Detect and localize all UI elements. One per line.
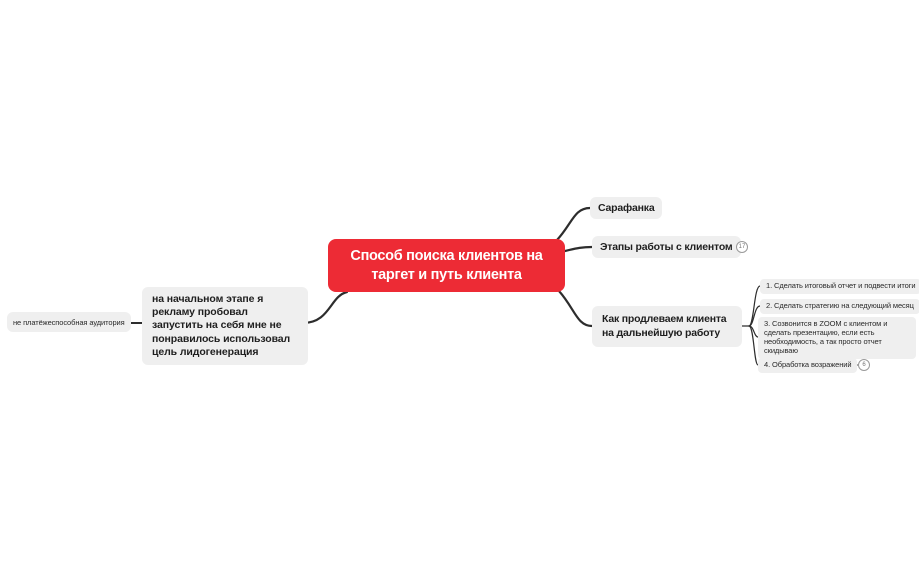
topic-audience[interactable]: не платёжеспособная аудитория xyxy=(7,312,131,332)
connector-root-stages xyxy=(565,247,592,251)
root-topic[interactable]: Способ поиска клиентов на таргет и путь клиента xyxy=(328,239,565,292)
connector-root-sarafanka xyxy=(557,208,590,240)
step-item-4[interactable]: 4. Обработка возражений xyxy=(758,358,857,373)
connector-root-note xyxy=(303,292,347,323)
topic-sarafanka[interactable]: Сарафанка xyxy=(590,197,662,219)
note-left[interactable]: на начальном этапе я рекламу пробовал запустить на себя мне не понравилось использовал цель лидогенерация xyxy=(142,287,308,365)
topic-prolong[interactable]: Как продлеваем клиента на дальнейшую работу xyxy=(592,306,742,347)
step-item-1[interactable]: 1. Сделать итоговый отчет и подвести итоги xyxy=(760,279,919,294)
connector-root-prolong xyxy=(559,291,592,326)
topic-stages[interactable]: Этапы работы с клиентом xyxy=(592,236,741,258)
step-item-3[interactable]: 3. Созвонится в ZOOM с клиентом и сделать презентацию, если есть необходимость, а так просто отчет скидываю xyxy=(758,317,916,359)
step-item-2[interactable]: 2. Сделать стратегию на следующий месяц xyxy=(760,299,919,314)
collapse-badge-objections[interactable]: 6 xyxy=(858,359,870,371)
collapse-badge-stages[interactable]: 17 xyxy=(736,241,748,253)
